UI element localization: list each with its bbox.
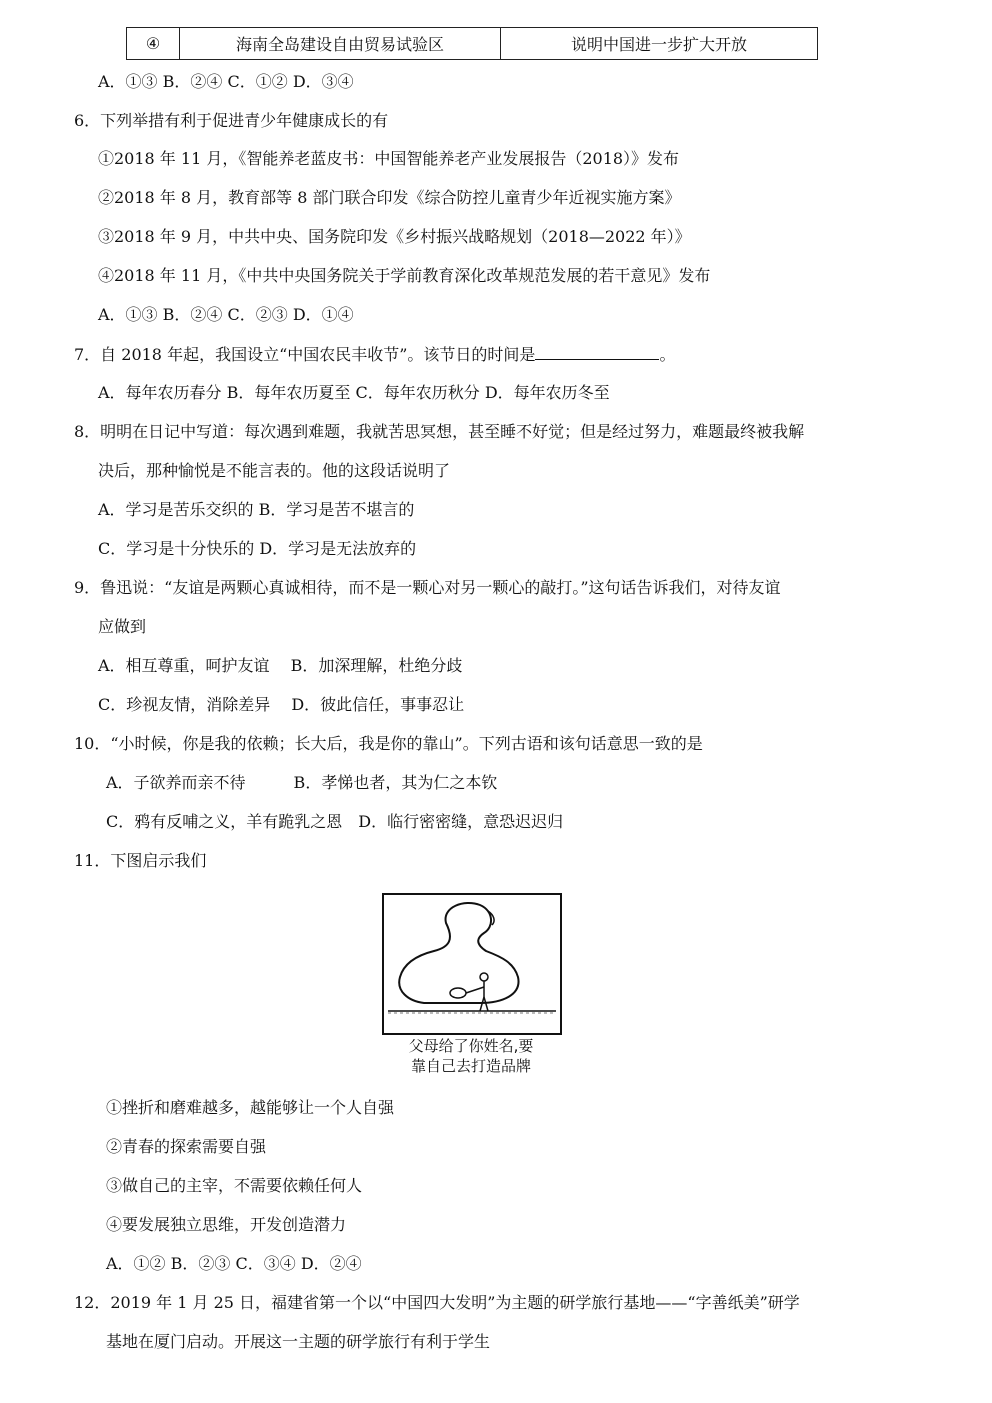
answer-table [126, 27, 818, 60]
cartoon-frame [382, 893, 562, 1035]
cartoon-caption-line1: 父母给了你姓名,要 [408, 1037, 534, 1055]
q6-item-3: ③2018 年 9 月，中共中央、国务院印发《乡村振兴战略规划（2018—2022 年）》 [98, 227, 691, 246]
q8-options-line1: A．学习是苦乐交织的 B．学习是苦不堪言的 [98, 500, 415, 519]
q11-item-4: ④要发展独立思维，开发创造潜力 [106, 1215, 347, 1234]
answer-blank [535, 343, 659, 360]
q6-item-1: ①2018 年 11 月，《智能养老蓝皮书：中国智能养老产业发展报告（2018）》发布 [98, 149, 680, 168]
q11-item-3: ③做自己的主宰，不需要依赖任何人 [106, 1176, 363, 1195]
q8-stem-line2: 决后，那种愉悦是不能言表的。他的这段话说明了 [98, 461, 451, 480]
q7-options: A．每年农历春分 B．每年农历夏至 C．每年农历秋分 D．每年农历冬至 [98, 383, 610, 402]
q9-stem-line2: 应做到 [98, 617, 147, 636]
q8-stem-line1: 8．明明在日记中写道：每次遇到难题，我就苦思冥想，甚至睡不好觉；但是经过努力，难题最终被我解 [74, 422, 805, 441]
q11-options: A．①② B．②③ C．③④ D．②④ [106, 1254, 362, 1273]
cartoon-drawing [384, 895, 560, 1033]
q7-stem [74, 343, 675, 366]
table-cell-number: ④ [127, 28, 180, 60]
q6-stem: 6．下列举措有利于促进青少年健康成长的有 [74, 111, 389, 130]
cartoon-figure [382, 893, 560, 1079]
table-cell-event: 海南全岛建设自由贸易试验区 [180, 28, 501, 60]
q6-item-2: ②2018 年 8 月，教育部等 8 部门联合印发《综合防控儿童青少年近视实施方案》 [98, 188, 681, 207]
cartoon-caption-line2: 靠自己去打造品牌 [410, 1057, 531, 1075]
q10-options-line2: C．鸦有反哺之义，羊有跪乳之恩 D．临行密密缝，意恐迟迟归 [106, 812, 564, 831]
q8-options-line2: C．学习是十分快乐的 D．学习是无法放弃的 [98, 539, 417, 558]
q11-item-2: ②青春的探索需要自强 [106, 1137, 267, 1156]
q7-stem-text: 7．自 2018 年起，我国设立“中国农民丰收节”。该节日的时间是 [74, 345, 536, 364]
q11-stem: 11．下图启示我们 [74, 851, 207, 870]
q10-stem: 10．“小时候，你是我的依赖；长大后，我是你的靠山”。下列古语和该句话意思一致的是 [74, 734, 703, 753]
table-row [127, 28, 818, 60]
q11-item-1: ①挫折和磨难越多，越能够让一个人自强 [106, 1098, 395, 1117]
q9-stem-line1: 9．鲁迅说：“友谊是两颗心真诚相待，而不是一颗心对另一颗心的敲打。”这句话告诉我们，对待友谊 [74, 578, 781, 597]
q10-options-line1: A．子欲养而亲不待 B．孝悌也者，其为仁之本钦 [106, 773, 498, 792]
q6-item-4: ④2018 年 11 月，《中共中央国务院关于学前教育深化改革规范发展的若干意见》发布 [98, 266, 711, 285]
q9-options-line2: C．珍视友情，消除差异 D．彼此信任，事事忍让 [98, 695, 465, 714]
q12-stem-line2: 基地在厦门启动。开展这一主题的研学旅行有利于学生 [106, 1332, 491, 1351]
q12-stem-line1: 12．2019 年 1 月 25 日，福建省第一个以“中国四大发明”为主题的研学旅行基地——“字善纸美”研学 [74, 1293, 800, 1312]
table-cell-meaning: 说明中国进一步扩大开放 [501, 28, 818, 60]
q5-options: A．①③ B．②④ C．①② D．③④ [98, 72, 354, 91]
q6-options: A．①③ B．②④ C．②③ D．①④ [98, 305, 354, 324]
q9-options-line1: A．相互尊重，呵护友谊 B．加深理解，杜绝分歧 [98, 656, 463, 675]
q7-stem-end: 。 [659, 345, 676, 364]
